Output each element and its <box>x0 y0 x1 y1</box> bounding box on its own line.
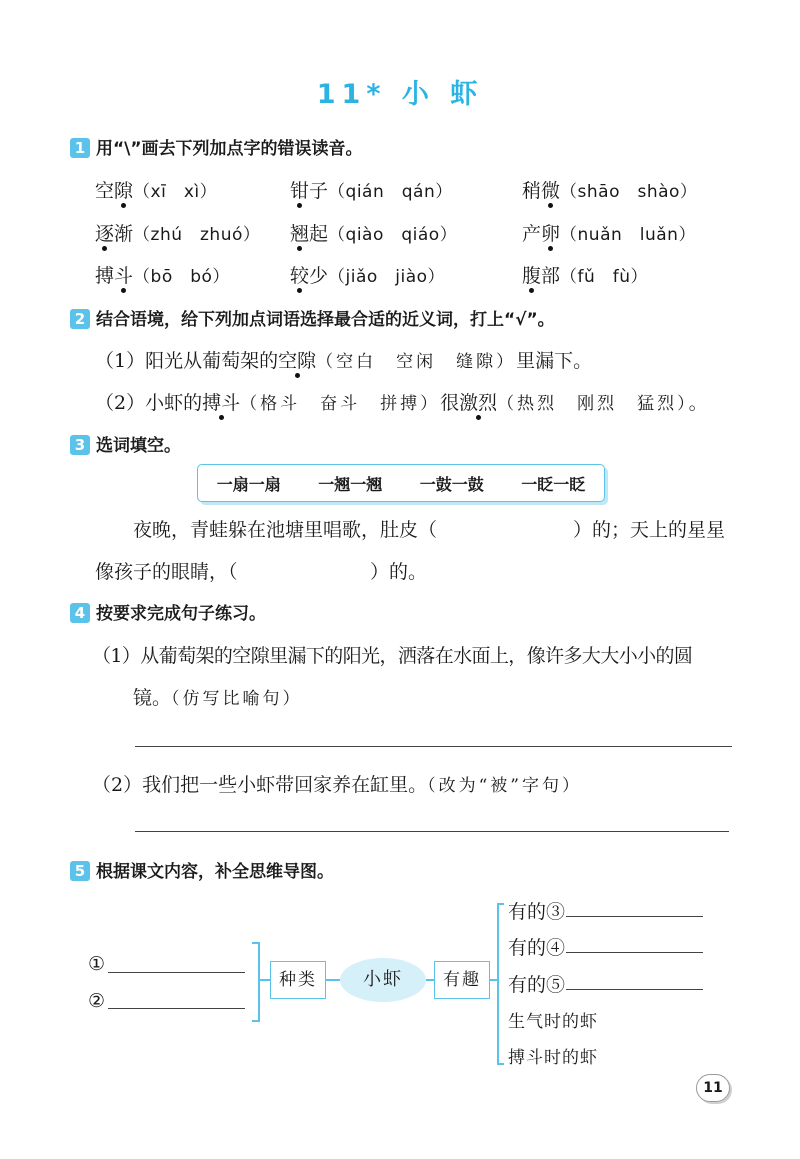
pinyin-item: 产卵（nuǎn luǎn） <box>522 223 696 245</box>
q4-sentence-2: （2）我们把一些小虾带回家养在缸里。（改为“被”字句） <box>92 774 582 796</box>
question-number-badge: 2 <box>70 309 90 329</box>
pinyin-item: 稍微（shāo shào） <box>522 180 698 202</box>
left-bracket-tick <box>252 1020 260 1022</box>
dotted-char: 钳 <box>290 180 310 202</box>
mindmap-blank-2-label: ② <box>88 990 106 1012</box>
answer-line[interactable] <box>108 1008 245 1009</box>
pinyin-item: 搏斗（bō bó） <box>95 265 230 287</box>
mindmap-center: 小虾 <box>340 958 426 1002</box>
connector <box>426 979 434 981</box>
choice-options: （空白 空闲 缝隙） <box>316 352 517 372</box>
question-instruction: 结合语境，给下列加点词语选择最合适的近义词，打上“√”。 <box>96 310 555 330</box>
answer-line[interactable] <box>566 952 703 953</box>
right-bracket-tick <box>497 903 504 905</box>
mindmap-branch: 有的④ <box>508 937 566 959</box>
left-bracket <box>258 942 260 1022</box>
mindmap-branch: 搏斗时的虾 <box>508 1048 598 1068</box>
q2-sentence-1: （1）阳光从葡萄架的空隙（空白 空闲 缝隙）里漏下。 <box>95 350 593 372</box>
fill-blank-line-2b: ）的。 <box>370 561 428 583</box>
question-number-badge: 5 <box>70 861 90 881</box>
connector <box>326 979 340 981</box>
dotted-char: 翘 <box>290 223 310 245</box>
pinyin-item: 空隙（xī xì） <box>95 180 218 202</box>
right-bracket <box>497 903 499 1065</box>
answer-line[interactable] <box>108 972 245 973</box>
word-option: 一扇一扇 <box>216 474 281 494</box>
answer-line[interactable] <box>566 989 703 990</box>
dotted-char: 腹 <box>522 265 542 287</box>
question-4-heading <box>70 599 266 624</box>
page-number: 11 <box>696 1074 730 1102</box>
word-bank <box>197 464 605 502</box>
question-instruction: 用“\”画去下列加点字的错误读音。 <box>96 139 363 159</box>
dotted-word: 搏斗 <box>202 392 241 414</box>
fill-blank-line-2a: 像孩子的眼睛，（ <box>95 561 238 583</box>
dotted-char: 逐 <box>95 223 115 245</box>
question-2-heading <box>70 305 555 330</box>
answer-line[interactable] <box>135 831 729 832</box>
question-instruction: 根据课文内容，补全思维导图。 <box>96 862 334 882</box>
dotted-char: 斗 <box>114 265 134 287</box>
answer-line[interactable] <box>566 916 703 917</box>
pinyin-item: 翘起（qiào qiáo） <box>290 223 458 245</box>
answer-line[interactable] <box>135 746 732 747</box>
dotted-word: 空隙 <box>278 350 317 372</box>
question-number-badge: 3 <box>70 435 90 455</box>
question-number-badge: 1 <box>70 138 90 158</box>
dotted-char: 卵 <box>541 223 561 245</box>
dotted-char: 隙 <box>114 180 134 202</box>
question-instruction: 按要求完成句子练习。 <box>96 604 266 624</box>
q2-sentence-2: （2）小虾的搏斗（格斗 奋斗 拼搏）很激烈（热烈 刚烈 猛烈）。 <box>95 392 708 414</box>
choice-options: （热烈 刚烈 猛烈） <box>497 394 689 414</box>
left-bracket-tick <box>252 942 260 944</box>
right-bracket-tick <box>497 1063 504 1065</box>
dotted-word: 激烈 <box>459 392 498 414</box>
choice-options: （格斗 奋斗 拼搏） <box>240 394 441 414</box>
q4-sentence-1: （1）从葡萄架的空隙里漏下的阳光，洒落在水面上，像许多大大小小的圆 <box>92 645 693 667</box>
fill-blank-line-1a: 夜晚，青蛙躲在池塘里唱歌，肚皮（ <box>133 519 438 541</box>
pinyin-item: 钳子（qián qán） <box>290 180 453 202</box>
connector <box>260 979 270 981</box>
dotted-char: 较 <box>290 265 310 287</box>
mindmap-branch: 有的⑤ <box>508 974 566 996</box>
question-3-heading <box>70 431 181 456</box>
mindmap-branch: 有的③ <box>508 901 566 923</box>
page-title: 11* 小 虾 <box>316 79 484 110</box>
mindmap-node-fun: 有趣 <box>434 961 490 999</box>
fill-blank-line-1b: ）的；天上的星星 <box>573 519 726 541</box>
dotted-char: 微 <box>541 180 561 202</box>
pinyin-item: 腹部（fǔ fù） <box>522 265 649 287</box>
question-1-heading <box>70 134 363 159</box>
question-5-heading <box>70 857 334 882</box>
word-option: 一翘一翘 <box>318 474 383 494</box>
mindmap-blank-1-label: ① <box>88 953 106 975</box>
mindmap-branch: 生气时的虾 <box>508 1012 598 1032</box>
pinyin-item: 逐渐（zhú zhuó） <box>95 223 261 245</box>
question-number-badge: 4 <box>70 603 90 623</box>
pinyin-item: 较少（jiǎo jiào） <box>290 265 446 287</box>
question-instruction: 选词填空。 <box>96 436 181 456</box>
mindmap-node-types: 种类 <box>270 961 326 999</box>
word-option: 一眨一眨 <box>521 474 586 494</box>
word-option: 一鼓一鼓 <box>419 474 484 494</box>
q4-sentence-1-end: 镜。（仿写比喻句） <box>133 687 303 709</box>
